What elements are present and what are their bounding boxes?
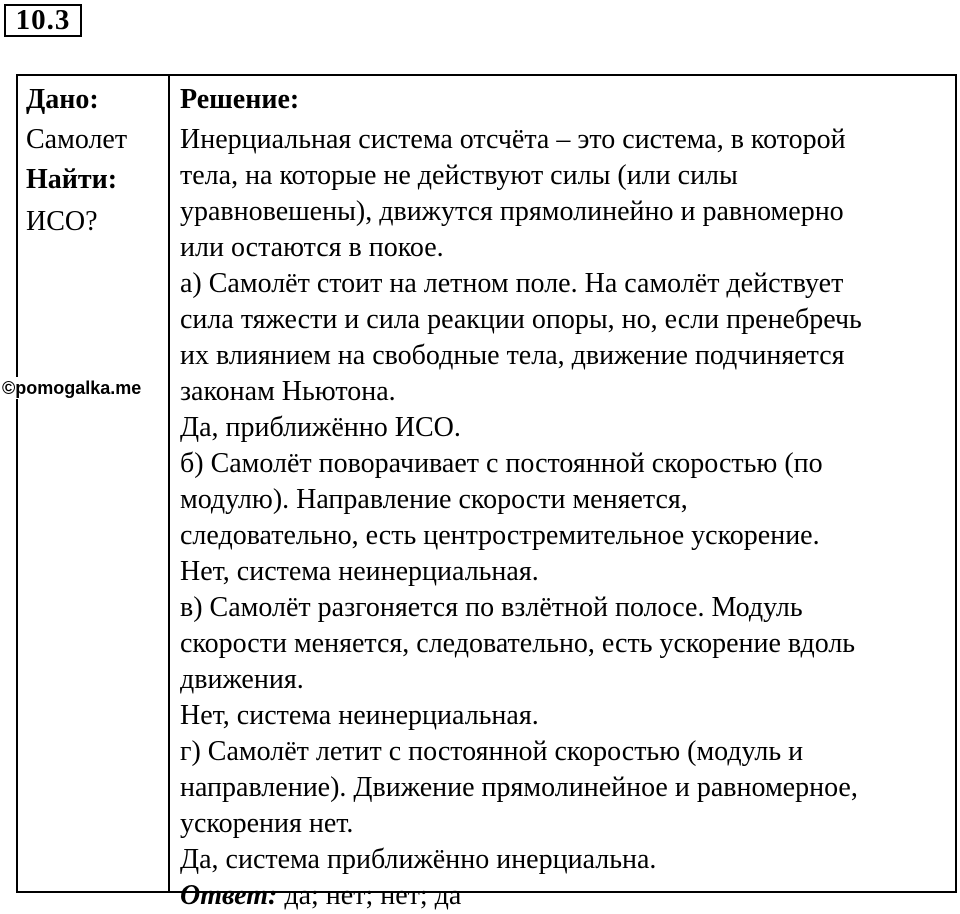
find-value: ИСО? <box>26 206 98 237</box>
solution-line: а) Самолёт стоит на летном поле. На самолёт действует <box>180 268 844 299</box>
solution-line: или остаются в покое. <box>180 232 444 263</box>
answer-line <box>180 878 955 914</box>
solution-column <box>170 76 955 911</box>
watermark: ©pomogalka.me <box>2 378 142 398</box>
solution-line: скорости меняется, следовательно, есть ускорение вдоль <box>180 628 856 659</box>
solution-line: законам Ньютона. <box>180 376 396 407</box>
solution-line: сила тяжести и сила реакции опоры, но, если пренебречь <box>180 304 862 335</box>
solution-line: тела, на которые не действуют силы (или силы <box>180 160 738 191</box>
solution-line: Нет, система неинерциальная. <box>180 700 539 731</box>
solution-line: б) Самолёт поворачивает с постоянной скоростью (по <box>180 448 823 479</box>
given-value: Самолет <box>26 124 128 155</box>
find-label: Найти: <box>26 164 118 195</box>
problem-number: 10.3 <box>4 4 82 37</box>
solution-line: уравновешены), движутся прямолинейно и равномерно <box>180 196 844 227</box>
solution-line: направление). Движение прямолинейное и равномерное, <box>180 772 858 803</box>
solution-line: модулю). Направление скорости меняется, <box>180 484 688 515</box>
solution-line: Инерциальная система отсчёта – это система, в которой <box>180 124 846 155</box>
solution-line: Нет, система неинерциальная. <box>180 556 539 587</box>
solution-label: Решение: <box>180 84 300 115</box>
given-label: Дано: <box>26 84 99 115</box>
answer-text: да; нет; нет; да <box>277 880 462 911</box>
solution-line: ускорения нет. <box>180 808 354 839</box>
solution-line: их влиянием на свободные тела, движение подчиняется <box>180 340 845 371</box>
solution-line: движения. <box>180 664 304 695</box>
given-column <box>18 76 170 891</box>
answer-label: Ответ: <box>180 880 278 911</box>
solution-line: г) Самолёт летит с постоянной скоростью (модуль и <box>180 736 804 767</box>
solution-line: Да, приближённо ИСО. <box>180 412 461 443</box>
solution-line: в) Самолёт разгоняется по взлётной полосе. Модуль <box>180 592 803 623</box>
solution-line: Да, система приближённо инерциальна. <box>180 844 657 875</box>
solution-line: следовательно, есть центростремительное ускорение. <box>180 520 820 551</box>
task-table <box>16 74 957 911</box>
